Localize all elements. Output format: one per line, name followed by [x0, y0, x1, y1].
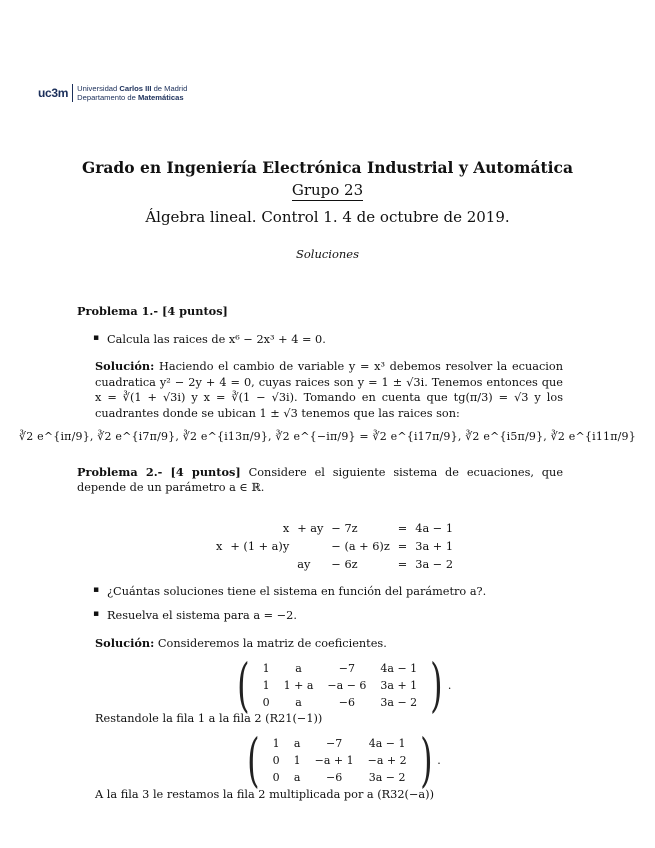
exam-subtitle: Álgebra lineal. Control 1. 4 de octubre de 2019. — [145, 208, 510, 226]
left-paren: ( — [237, 651, 250, 719]
coefficient-matrix: ( 1 a −7 4a − 1 1 1 + a −a − 6 3a + 1 0 a −6 3a − 2 ) . — [237, 651, 452, 719]
equation-system — [212, 519, 457, 573]
step-2-text: A la fila 3 le restamos la fila 2 multiplicada por a (R32(−a)) — [95, 788, 434, 801]
group-label: Grupo 23 — [291, 181, 364, 199]
problem1-bullet: ▪ Calcula las raices de x⁶ − 2x³ + 4 = 0. — [93, 333, 326, 346]
matrix-row: 0 a −6 3a − 2 — [272, 770, 406, 784]
problem1-heading: Problema 1.- [4 puntos] — [77, 304, 228, 318]
matrix-row: 1 a −7 4a − 1 — [272, 736, 406, 750]
problem2-heading: Problema 2.- [4 puntos] Considere el siguiente sistema de ecuaciones, que depende de un parámetro a ∈ ℝ. — [77, 465, 564, 494]
reduced-matrix: ( 1 a −7 4a − 1 0 1 −a + 1 −a + 2 0 a −6 3a − 2 ) . — [247, 726, 441, 794]
problem1-solution: Solución: Haciendo el cambio de variable y = x³ debemos resolver la ecuacion cuadratica y² − 2y + 4 = 0, cuyas raices son y = 1 ± √3i. Tenemos entonces que x = ∛(1 + √3i) y x = ∛(1 − √3i). Tomando en cuenta que tg(π/3) = √3 y los cuadrantes donde se ubican 1 ± √3 tenemos que las raices son: — [95, 359, 563, 420]
right-paren: ) — [419, 726, 433, 794]
matrix-row: 1 a −7 4a − 1 — [262, 661, 418, 675]
step-1-text: Restandole la fila 1 a la fila 2 (R21(−1)) — [95, 712, 323, 725]
solutions-heading: Soluciones — [295, 247, 360, 261]
matrix-row: 1 1 + a −a − 6 3a + 1 — [262, 678, 418, 692]
equation-row: ay − 6z = 3a − 2 — [297, 557, 454, 571]
matrix-row: 0 1 −a + 1 −a + 2 — [272, 753, 407, 767]
page-title: Grado en Ingeniería Electrónica Industrial y Automática — [81, 158, 574, 177]
logo-text: Universidad Carlos III de Madrid Departamento de Matemáticas — [77, 84, 188, 102]
university-logo — [38, 82, 187, 104]
logo-mark: uc3m — [38, 86, 69, 100]
equation-row: x + ay − 7z = 4a − 1 — [282, 521, 454, 535]
problem2-bullet-2: ▪ Resuelva el sistema para a = −2. — [93, 609, 297, 622]
logo-divider — [72, 84, 73, 102]
left-paren: ( — [247, 726, 260, 794]
problem2-bullet-1: ▪ ¿Cuántas soluciones tiene el sistema en función del parámetro a?. — [93, 585, 486, 598]
equation-row: x + (1 + a)y − (a + 6)z = 3a + 1 — [216, 539, 454, 553]
problem1-roots: ∛2 e^{iπ/9}, ∛2 e^{i7π/9}, ∛2 e^{i13π/9}, ∛2 e^{−iπ/9} = ∛2 e^{i17π/9}, ∛2 e^{i5π/9}, ∛2 e^{i11π/9} — [19, 430, 636, 443]
right-paren: ) — [430, 651, 443, 719]
problem2-solution: Solución: Consideremos la matriz de coeficientes. — [95, 636, 387, 650]
matrix-row: 0 a −6 3a − 2 — [262, 695, 418, 709]
